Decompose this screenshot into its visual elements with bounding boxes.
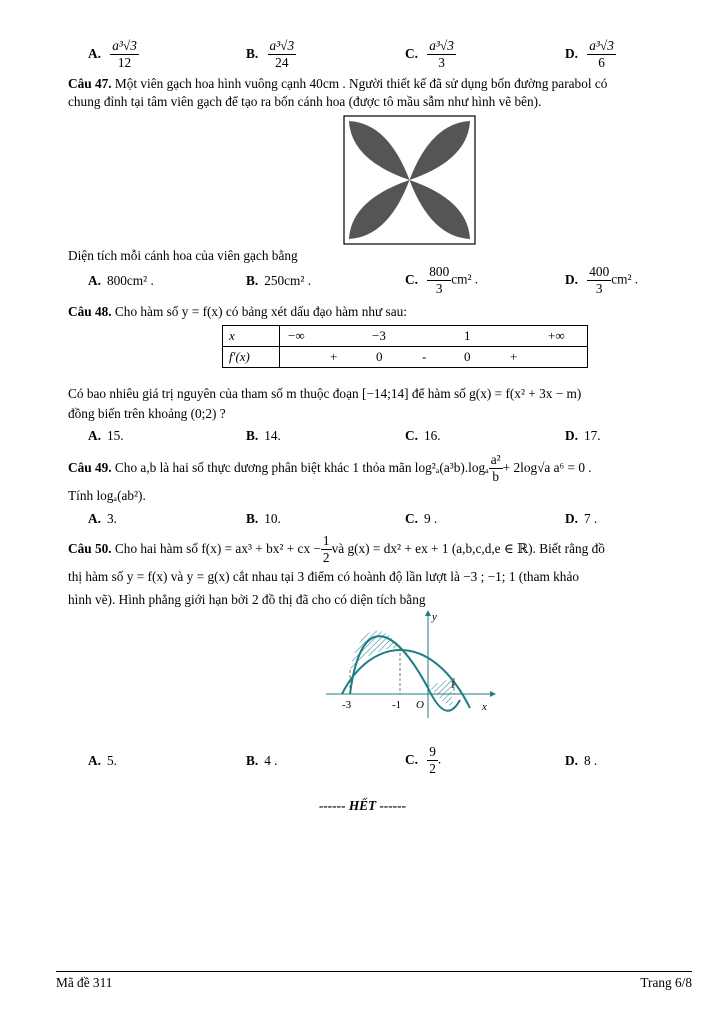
q47-option-c: C. $\frac{800}{3}$ cm² .: [405, 264, 479, 296]
q48-line2: đồng biến trên khoảng (0;2) ?: [68, 406, 226, 421]
label-y: y: [432, 611, 437, 623]
q46-d-den: 6: [598, 55, 605, 70]
q46-a-den: 12: [117, 55, 132, 70]
q48-option-a: A. 15.: [88, 428, 124, 443]
q50-line2: thị hàm số y = f(x) và y = g(x) cắt nhau tại 3 điểm có hoành độ lần lượt là −3 ; −1; 1 (tham khảo: [68, 569, 579, 584]
footer-exam-code: Mã đề 311: [56, 975, 113, 990]
end-marker: ------ HẾT ------: [318, 798, 407, 813]
q47-option-b: B. 250cm² .: [246, 273, 312, 288]
label-x: x: [482, 701, 487, 713]
footer-divider: [56, 971, 692, 972]
q46-option-c: C. $\frac{\text{a³√3}}{3}$: [405, 38, 454, 70]
label-minus1: -1: [392, 699, 402, 711]
q49-line2: Tính logₐ(ab²).: [68, 488, 146, 503]
q50-option-b: B. 4 .: [246, 753, 278, 768]
q48-option-d: D. 17.: [565, 428, 601, 443]
q50-line3: hình vẽ). Hình phẳng giới hạn bởi 2 đồ thị đã cho có diện tích bằng: [68, 592, 426, 607]
q46-option-b: B. $\frac{\text{a³√3}}{24}$: [246, 38, 295, 70]
q50-option-a: A. 5.: [88, 753, 117, 768]
q46-a-num: a³√3: [112, 38, 137, 53]
sign-row-fprime: f′(x) + 0 - 0 +: [223, 347, 588, 368]
q47-line2: chung đỉnh tại tâm viên gạch để tạo ra bốn cánh hoa (được tô mầu sẫm như hình vẽ bên).: [68, 94, 542, 109]
q48-line1: Có bao nhiêu giá trị nguyên của tham số m thuộc đoạn [−14;14] để hàm số g(x) = f(x² + 3x − m): [68, 386, 582, 401]
q49-option-a: A. 3.: [88, 511, 117, 526]
label-plus1: 1: [450, 679, 456, 691]
label-origin: O: [416, 699, 424, 711]
q49-text: Câu 49. Cho a,b là hai số thực dương phân biệt khác 1 thỏa mãn log²ₐ(a³b).logₐ $\frac{\text{a²}}{b}$ + 2log√a a⁶ = 0 .: [68, 452, 592, 485]
area-graph: [320, 608, 500, 720]
label-minus3: -3: [342, 699, 352, 711]
q46-b-num: a³√3: [269, 38, 295, 53]
q48-option-c: C. 16.: [405, 428, 441, 443]
sign-row-x: x −∞ −3 1 +∞: [223, 326, 588, 347]
q50-option-d: D. 8 .: [565, 753, 598, 768]
q49-option-b: B. 10.: [246, 511, 281, 526]
q46-option-d: D. $\frac{\text{a³√3}}{6}$: [565, 38, 614, 70]
q46-b-den: 24: [275, 55, 289, 70]
q50-option-c: C. $\frac{9}{2}$ .: [405, 744, 442, 776]
q48-text: Câu 48. Cho hàm số y = f(x) có bảng xét dấu đạo hàm như sau:: [68, 304, 407, 319]
q46-c-den: 3: [438, 55, 445, 70]
footer-page-number: Trang 6/8: [640, 975, 692, 990]
q46-c-num: a³√3: [429, 38, 454, 53]
x-axis-arrow: [490, 691, 496, 697]
q49-option-d: D. 7 .: [565, 511, 598, 526]
q48-option-b: B. 14.: [246, 428, 281, 443]
q49-option-c: C. 9 .: [405, 511, 438, 526]
sign-table: [222, 325, 588, 368]
y-axis-arrow: [425, 610, 431, 616]
q47-question: Diện tích mỗi cánh hoa của viên gạch bằng: [68, 248, 298, 263]
q47-option-d: D. $\frac{400}{3}$ cm² .: [565, 264, 639, 296]
q46-d-num: a³√3: [589, 38, 614, 53]
q46-option-a: A. $\frac{\text{a³√3}}{12}$: [88, 38, 137, 70]
q50-line1: Câu 50. Cho hai hàm số f(x) = ax³ + bx² + cx − $\frac{1}{2}$ và g(x) = dx² + ex + 1 (a,b,c,d,e ∈ ℝ). Biết rằng đồ: [68, 533, 605, 566]
q47-line1: Câu 47. Một viên gạch hoa hình vuông cạnh 40cm . Người thiết kế đã sử dụng bốn đường parabol có: [68, 76, 608, 91]
q47-option-a: A. 800cm² .: [88, 273, 154, 288]
tile-figure: [343, 115, 476, 245]
